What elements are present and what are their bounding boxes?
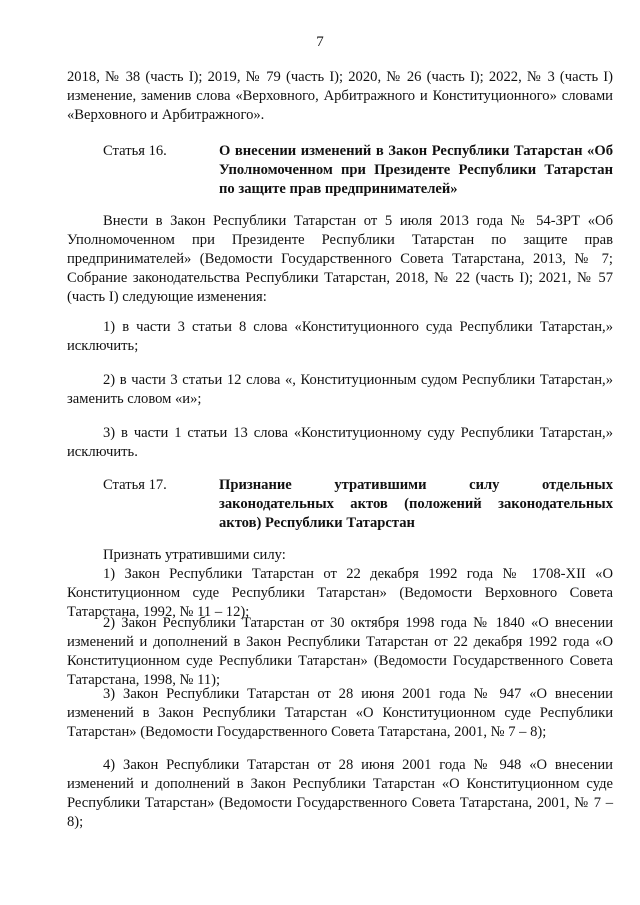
article-17-item-4: 4) Закон Республики Татарстан от 28 июня 2001 года № 948 «О внесении изменений и дополнений в Закон Республики Татарстан «О Конституционном суде Республики Татарстан» (Ведомости Государственного Совета Татарстана, 2001, № 7 – 8); — [67, 757, 613, 830]
article-17-item-1: 1) Закон Республики Татарстан от 22 декабря 1992 года № 1708-XII «О Конституционном суде Республики Татарстан» (Ведомости Верховного Совета Татарстана, 1992, № 11 – 12); — [67, 566, 613, 620]
article-16-label: Статья 16. — [103, 143, 167, 159]
article-17-heading — [67, 476, 613, 533]
article-16-item-3: 3) в части 1 статьи 13 слова «Конституционному суду Республики Татарстан,» исключить. — [67, 425, 613, 460]
article-17-lead: Признать утратившими силу: — [103, 547, 286, 563]
article-16-body: Внести в Закон Республики Татарстан от 5 июля 2013 года № 54-ЗРТ «Об Уполномоченном при Президенте Республики Татарстан по защите прав предпринимателей» (Ведомости Государственного Совета Татарстана, 2013, № 7; Собрание законодательства Республики Татарстан, 2018, № 22 (часть I); 2021, № 57 (часть I) следующие изменения: — [67, 213, 613, 305]
article-16-title: О внесении изменений в Закон Республики Татарстан «Об Уполномоченном при Президенте Республики Татарстан по защите прав предпринимателей» — [219, 143, 613, 197]
article-16-heading — [67, 142, 613, 199]
article-16-item-1: 1) в части 3 статьи 8 слова «Конституционного суда Республики Татарстан,» исключить; — [67, 319, 613, 354]
article-17-label: Статья 17. — [103, 477, 167, 493]
article-17-title: Признание утратившими силу отдельных законодательных актов (положений законодательных актов) Республики Татарстан — [219, 477, 613, 531]
intro-paragraph: 2018, № 38 (часть I); 2019, № 79 (часть I); 2020, № 26 (часть I); 2022, № 3 (часть I) изменение, заменив слова «Верховного, Арбитражного и Конституционного» словами «Верховного и Арбитражного». — [67, 69, 613, 123]
article-17-item-2: 2) Закон Республики Татарстан от 30 октября 1998 года № 1840 «О внесении изменений и дополнений в Закон Республики Татарстан от 22 декабря 1992 года «О Конституционном суде Республики Татарстан» (Ведомости Государственного Совета Татарстана, 1998, № 11); — [67, 615, 613, 688]
article-16-item-2: 2) в части 3 статьи 12 слова «, Конституционным судом Республики Татарстан,» заменить словом «и»; — [67, 372, 613, 407]
article-17-item-3: 3) Закон Республики Татарстан от 28 июня 2001 года № 947 «О внесении изменений в Закон Республики Татарстан «О Конституционном суде Республики Татарстан» (Ведомости Государственного Совета Татарстана, 2001, № 7 – 8); — [67, 686, 613, 740]
page-number: 7 — [316, 34, 324, 50]
